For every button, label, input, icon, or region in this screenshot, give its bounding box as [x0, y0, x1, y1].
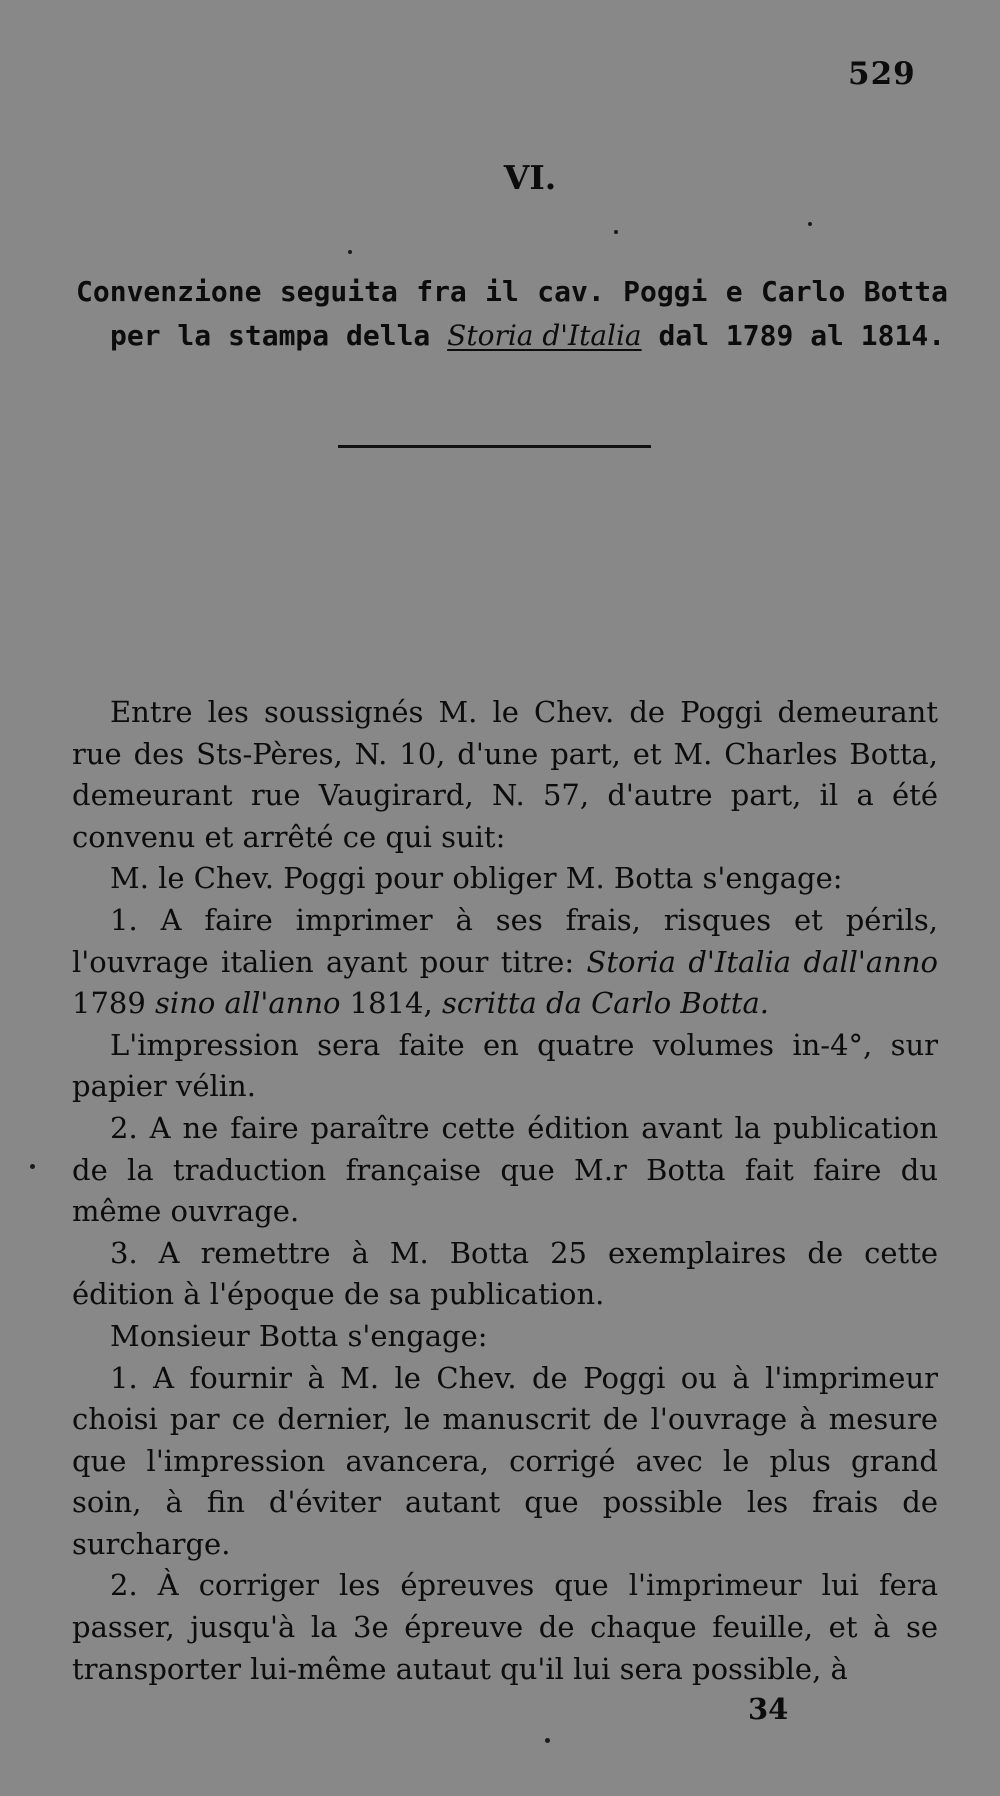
clause-1-title: Storia d'Italia dall'anno [586, 944, 938, 979]
clause-1-text: 1. A faire imprimer à ses frais, risques et périls, l'ouvrage italien ayant pour titre: [72, 902, 938, 979]
body-text [72, 692, 938, 1690]
heading-text-after-title: dal 1789 al 1814. [641, 319, 946, 352]
heading-book-title: Storia d'Italia [447, 319, 642, 352]
ink-speck [30, 1164, 35, 1169]
section-number: VI. [503, 158, 557, 197]
clause-1-year-2: 1814, [340, 986, 442, 1021]
paragraph-parties: Entre les soussignés M. le Chev. de Poggi demeurant rue des Sts-Pères, N. 10, d'une part, et M. Charles Botta, demeurant rue Vaugirard, N. 57, d'autre part, il a été convenu et arrêté ce qui suit: [72, 695, 938, 854]
paragraph-clause-3: 3. A remettre à M. Botta 25 exemplaires de cette édition à l'époque de sa publication. [72, 1235, 938, 1312]
ink-speck [545, 1738, 550, 1743]
ink-speck [808, 222, 812, 226]
clause-1-year: 1789 [72, 986, 156, 1021]
heading-text-before-title: per la stampa della [110, 319, 448, 352]
signature-mark: 34 [748, 1692, 789, 1726]
paragraph-impression: L'impression sera faite en quatre volumes in-4°, sur papier vélin. [72, 1027, 938, 1104]
paragraph-clause-2: 2. A ne faire paraître cette édition avant la publication de la traduction française que M.r Botta fait faire du même ouvrage. [72, 1110, 938, 1229]
separator-rule [338, 445, 651, 448]
ink-speck [348, 250, 352, 254]
paragraph-botta-clause-2: 2. À corriger les épreuves que l'imprimeur lui fera passer, jusqu'à la 3e épreuve de chaque feuille, et à se transporter lui-même autaut qu'il lui sera possible, à [72, 1568, 938, 1686]
paragraph-poggi-engages: M. le Chev. Poggi pour obliger M. Botta s'engage: [110, 861, 843, 896]
paragraph-botta-engages: Monsieur Botta s'engage: [110, 1318, 488, 1353]
paragraph-clause-1 [72, 900, 938, 1025]
ink-speck [614, 230, 618, 234]
clause-1-title-2: sino all'anno [155, 986, 341, 1021]
document-heading [76, 270, 948, 358]
page-number: 529 [848, 56, 916, 92]
clause-1-title-3: scritta da Carlo Botta. [441, 986, 769, 1021]
heading-line-1: Convenzione seguita fra il cav. Poggi e Carlo Botta [76, 275, 948, 308]
paragraph-botta-clause-1: 1. A fournir à M. le Chev. de Poggi ou à l'imprimeur choisi par ce dernier, le manuscrit de l'ouvrage à mesure que l'impression avancera, corrigé avec le plus grand soin, à fin d'éviter autant que possible les frais de surcharge. [72, 1360, 938, 1561]
heading-line-2 [76, 314, 948, 358]
